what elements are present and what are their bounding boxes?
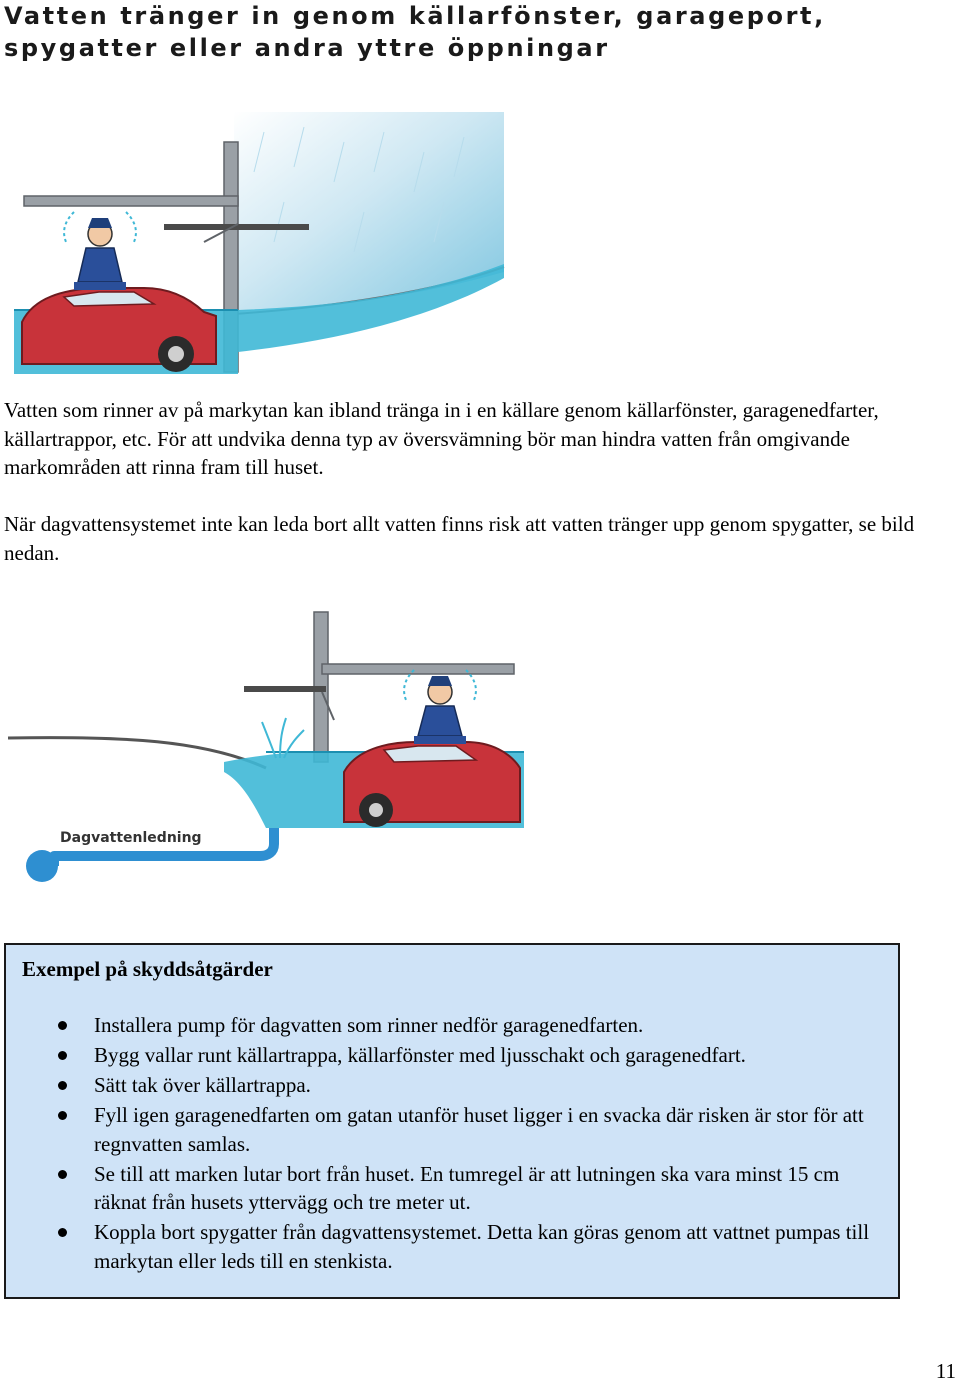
garage-roof <box>322 664 514 674</box>
car-icon <box>22 288 216 372</box>
garage-door-rail <box>244 686 326 692</box>
list-item <box>6 1071 886 1100</box>
protective-measures-box <box>4 943 900 1299</box>
page-number: 11 <box>935 1359 956 1383</box>
list-item-text: Fyll igen garagenedfarten om gatan utanför huset ligger i en svacka där risken är stor för att regnvatten samlas. <box>94 1103 864 1156</box>
list-item <box>6 1101 886 1158</box>
intro-paragraph: Vatten som rinner av på markytan kan ibland tränga in i en källare genom källarfönster, garagenedfarter, källartrappor, etc. För att undvika denna typ av översvämning bör man hindra vatten från omgivande markområden att rinna fram till huset. <box>4 398 879 479</box>
bullet-icon <box>58 1051 67 1060</box>
list-item-text: Sätt tak över källartrappa. <box>94 1073 311 1097</box>
list-item <box>6 1041 886 1070</box>
garage-roof <box>24 196 238 206</box>
list-item-text: Se till att marken lutar bort från huset. En tumregel är att lutningen ska vara minst 15 cm räknat från husets yttervägg och tre meter ut. <box>94 1161 840 1214</box>
bullet-icon <box>58 1170 67 1179</box>
list-item-text: Koppla bort spygatter från dagvattensystemet. Detta kan göras genom att vattnet pumpas till markytan eller leds till en stenkista. <box>94 1220 870 1273</box>
box-title: Exempel på skyddsåtgärder <box>22 957 273 981</box>
pipe-end-icon <box>26 850 58 882</box>
crying-person-icon <box>64 212 136 290</box>
bullet-icon <box>58 1081 67 1090</box>
bullet-icon <box>58 1021 67 1030</box>
list-item <box>6 1218 886 1275</box>
list-item <box>6 1160 886 1217</box>
bullet-icon <box>58 1111 67 1120</box>
measures-list <box>6 1011 886 1277</box>
car-icon <box>344 742 520 827</box>
list-item-text: Bygg vallar runt källartrappa, källarfönster med ljusschakt och garagenedfart. <box>94 1043 746 1067</box>
bullet-icon <box>58 1228 67 1237</box>
crying-person-icon <box>404 670 476 744</box>
list-item <box>6 1011 886 1040</box>
drainage-paragraph: När dagvattensystemet inte kan leda bort allt vatten finns risk att vatten tränger upp genom spygatter, se bild nedan. <box>4 512 915 565</box>
list-item-text: Installera pump för dagvatten som rinner nedför garagenedfarten. <box>94 1013 644 1037</box>
pipe-label: Dagvattenledning <box>60 830 202 846</box>
page-heading: Vatten tränger in genom källarfönster, garageport, spygatter eller andra yttre öppningar <box>4 2 826 62</box>
garage-flood-illustration <box>4 92 524 382</box>
floor-drain-flood-illustration <box>4 572 534 892</box>
